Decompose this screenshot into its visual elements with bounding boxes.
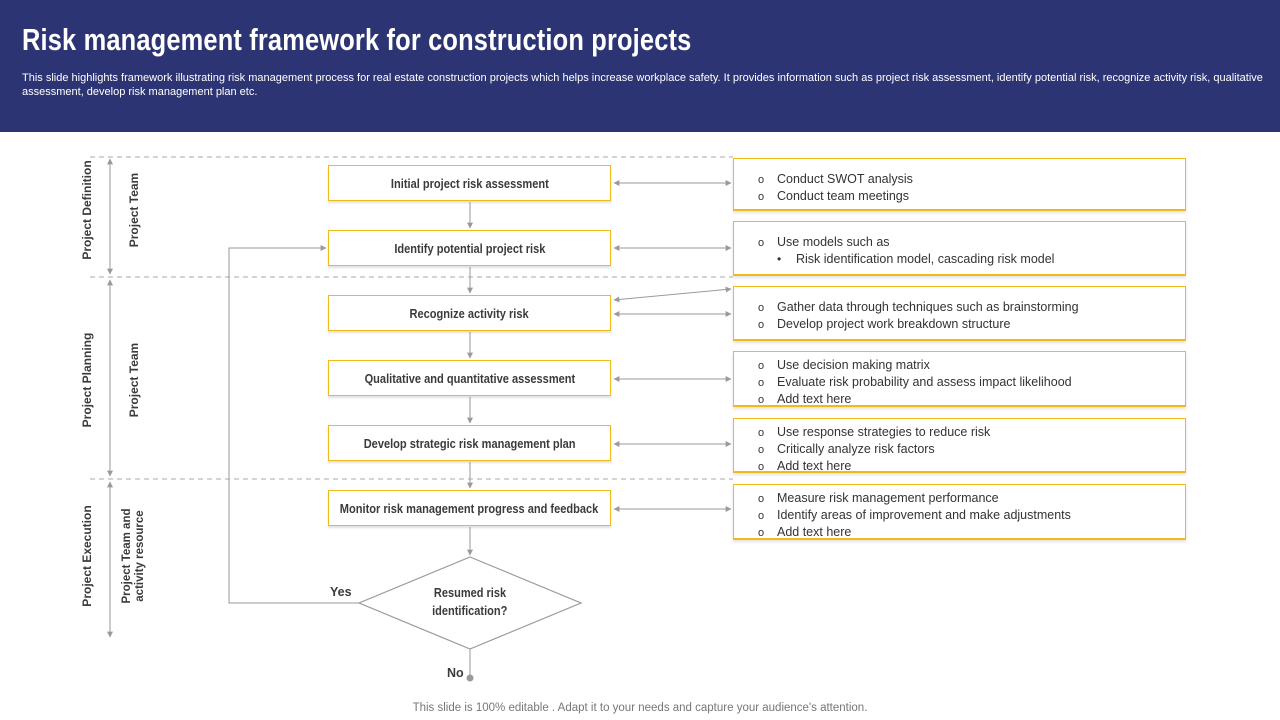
step-label: Qualitative and quantitative assessment xyxy=(364,370,575,386)
detail-item: o Evaluate risk probability and assess impact likelihood xyxy=(758,374,1185,391)
detail-sub-item: • Risk identification model, cascading risk model xyxy=(758,251,1185,267)
detail-item: o Measure risk management performance xyxy=(758,490,1185,507)
step-identify-potential-risk xyxy=(328,230,611,266)
footer-note: This slide is 100% editable . Adapt it to your needs and capture your audience's attention. xyxy=(412,702,868,714)
detail-box-strategy xyxy=(733,418,1186,473)
phase-label-execution: Project Execution xyxy=(80,505,94,607)
detail-item: o Critically analyze risk factors xyxy=(758,441,1185,458)
step-develop-plan xyxy=(328,425,611,461)
step-label: Develop strategic risk management plan xyxy=(363,435,576,451)
detail-item: o Add text here xyxy=(758,391,1185,408)
detail-box-qualitative xyxy=(733,351,1186,407)
step-recognize-activity-risk xyxy=(328,295,611,331)
team-label-planning: Project Team xyxy=(127,342,141,418)
decision-line2: identification? xyxy=(432,604,508,618)
team-label-execution-line1: Project Team and xyxy=(121,508,133,604)
phase-label-definition: Project Definition xyxy=(80,160,94,260)
no-label: No xyxy=(447,666,464,680)
team-label-execution-line2: activity resource xyxy=(134,510,146,602)
step-label: Recognize activity risk xyxy=(409,305,530,321)
detail-item: o Conduct team meetings xyxy=(758,188,1185,205)
decision-line1: Resumed risk xyxy=(433,586,507,600)
team-label-execution xyxy=(121,501,147,611)
detail-item: o Use decision making matrix xyxy=(758,357,1185,374)
page-title: Risk management framework for construction projects xyxy=(22,22,692,57)
step-label: Initial project risk assessment xyxy=(390,175,549,191)
detail-item: o Add text here xyxy=(758,524,1185,541)
end-point xyxy=(467,675,474,682)
detail-box-assessment xyxy=(733,158,1186,211)
detail-box-recognize xyxy=(733,286,1186,341)
detail-box-identify xyxy=(733,221,1186,276)
step-qualitative-assessment xyxy=(328,360,611,396)
detail-item: o Develop project work breakdown structure xyxy=(758,316,1185,333)
step-monitor-progress xyxy=(328,490,611,526)
detail-item: o Use response strategies to reduce risk xyxy=(758,424,1185,441)
detail-item: o Gather data through techniques such as brainstorming xyxy=(758,299,1185,316)
detail-item: o Add text here xyxy=(758,458,1185,475)
detail-item: o Identify areas of improvement and make adjustments xyxy=(758,507,1185,524)
decision-label xyxy=(410,584,530,620)
step-label: Identify potential project risk xyxy=(393,240,546,256)
page-subtitle: This slide highlights framework illustrating risk management process for real estate construction projects which helps increase workplace safety. It provides information such as project risk assessment, identify potential risk, recognize activity risk, qualitative assessment, develop risk management plan etc. xyxy=(22,72,1263,98)
phase-label-planning: Project Planning xyxy=(80,332,94,428)
team-label-definition: Project Team xyxy=(127,172,141,248)
detail-item: o Conduct SWOT analysis xyxy=(758,171,1185,188)
step-label: Monitor risk management progress and feedback xyxy=(340,500,599,516)
detail-box-monitor xyxy=(733,484,1186,540)
step-initial-risk-assessment xyxy=(328,165,611,201)
detail-item: o Use models such as xyxy=(758,234,1185,251)
link-arrow xyxy=(614,289,731,300)
yes-label: Yes xyxy=(330,585,352,599)
